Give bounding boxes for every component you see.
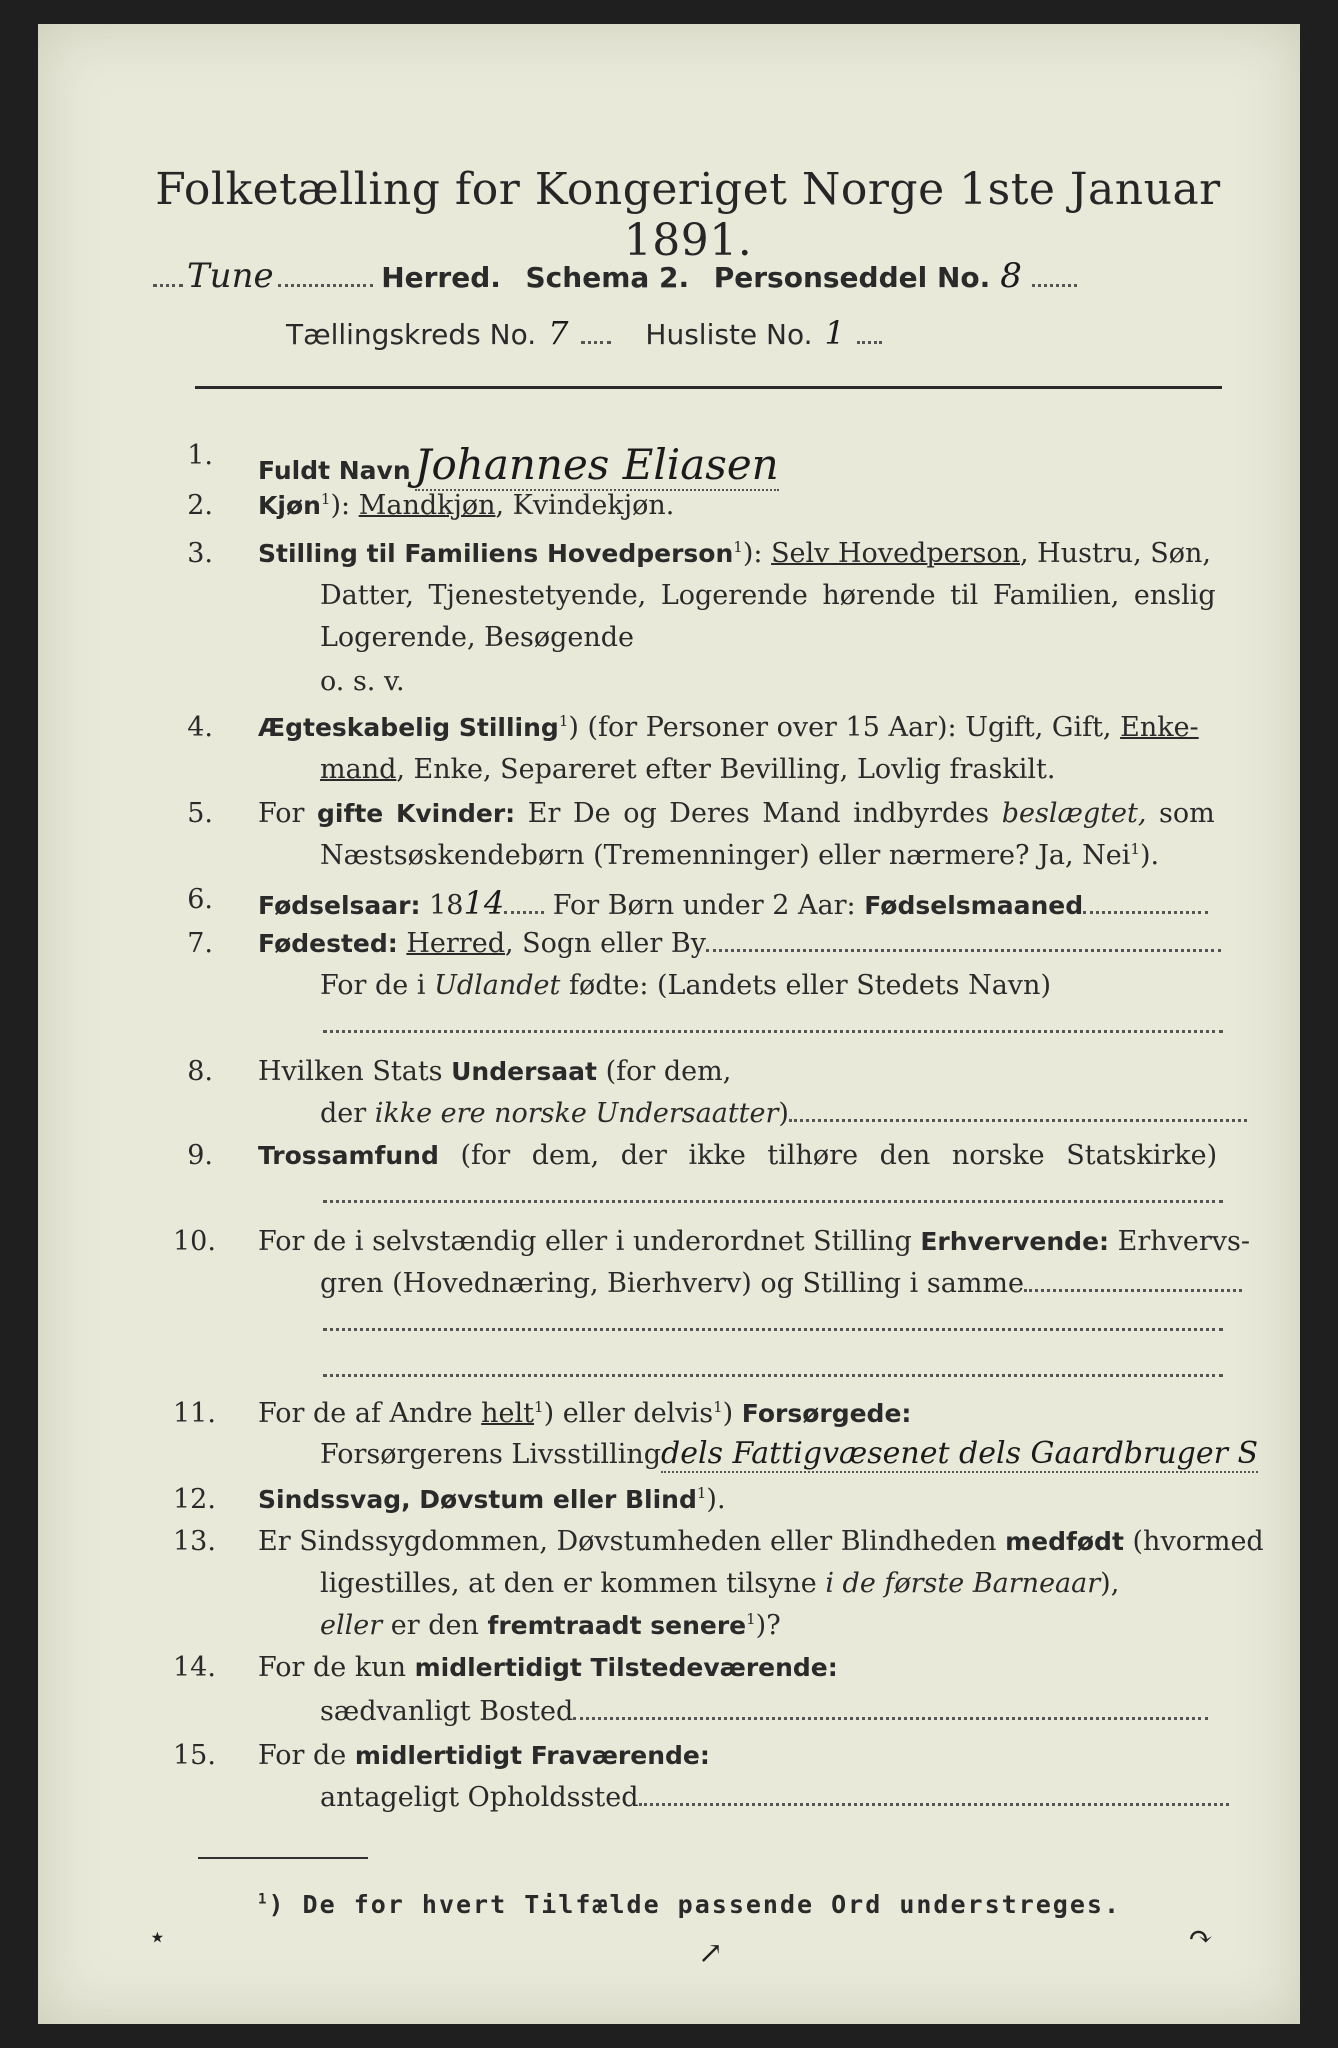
herred-value: Tune (187, 256, 274, 296)
item-11-line-2: Forsørgerens Livsstillingdels Fattigvæsenet dels Gaardbruger S (320, 1436, 1259, 1471)
supported-label: Forsørgede: (741, 1399, 912, 1428)
item-3-line-4: o. s. v. (320, 666, 405, 697)
item-13-line-2: ligestilles, at den er kommen tilsyne i de første Barneaar), (320, 1568, 1120, 1599)
provider-occupation-value: dels Fattigvæsenet dels Gaardbruger S (661, 1436, 1259, 1471)
item-3-line-2: Datter, Tjenestetyende, Logerende hørende til Familien, enslig (320, 580, 1216, 611)
header-rule (195, 386, 1222, 389)
form-title: Folketælling for Kongeriget Norge 1ste Januar 1891. (155, 164, 1221, 266)
herred-label: Herred. (381, 261, 501, 294)
item-7-answer-line (323, 1030, 1223, 1033)
sex-label: Kjøn (258, 491, 321, 520)
husliste-label: Husliste No. (645, 318, 813, 351)
birth-month-label: Fødselsmaaned (864, 891, 1084, 920)
sex-option-male: Mandkjøn (358, 490, 496, 521)
occupation-label: Erhvervende: (920, 1227, 1110, 1256)
full-name-value: Johannes Eliasen (414, 440, 779, 489)
disability-label: Sindssvag, Døvstum eller Blind (258, 1485, 697, 1514)
herred-line (153, 256, 1077, 296)
birthplace-label: Fødested: (258, 929, 398, 958)
item-4-line-2: mand, Enke, Separeret efter Bevilling, Lovlig fraskilt. (320, 754, 1056, 785)
full-name-label: Fuldt Navn (258, 456, 411, 485)
birth-year-value: 14 (463, 884, 505, 922)
item-14-line-2: sædvanligt Bosted (320, 1696, 1208, 1727)
support-option-fully: helt (481, 1398, 535, 1429)
personseddel-value: 8 (1000, 256, 1022, 296)
stray-mark-center: ↗ (698, 1936, 724, 1971)
item-8-line-2: der ikke ere norske Undersaatter) (320, 1098, 1247, 1129)
citizenship-label: Undersaat (451, 1057, 597, 1086)
item-7-line-2: For de i Udlandet fødte: (Landets eller Stedets Navn) (320, 970, 1051, 1001)
kreds-line (286, 314, 882, 352)
footnote-rule (198, 1857, 368, 1859)
item-9-answer-line (323, 1200, 1223, 1203)
stray-mark-left: ⋆ (148, 1920, 167, 1955)
position-label: Stilling til Familiens Hovedperson (258, 539, 734, 568)
kreds-value: 7 (548, 314, 569, 352)
stray-mark-right: ↷ (1188, 1920, 1214, 1955)
item-13-line-3: eller er den fremtraadt senere$^1$)? (320, 1610, 781, 1641)
item-10-answer-line-1 (323, 1328, 1223, 1331)
religion-label: Trossamfund (258, 1141, 439, 1170)
congenital-label: medfødt (1005, 1527, 1124, 1556)
item-10-answer-line-2 (323, 1374, 1223, 1377)
census-form-sheet: Folketælling for Kongeriget Norge 1ste Januar 1891. Tune Herred. Schema 2. Personseddel No. 8 Tællingskreds No. 7 Husliste No. 1 1. Fuldt NavnJohannes Eliasen 2. Kjøn$^1$): Mandkjøn, Kvindekjøn. 3. Stilling til Familiens Hovedperson$^1$): Selv Hovedperson, Hustru, Søn, Datter, Tjenestetyende, Logerende hørende til Familien, enslig Logerende, Besøgende o. s. v. 4. Ægteskabelig Stilling$^1$) (for Personer over 15 Aar): Ugift, Gift, Enke- mand, Enke, Separeret efter Bevilling, Lovlig fraskilt. 5. For gifte Kvinder: Er De og Deres Mand indbyrdes beslægtet, som Næstsøskendebørn (Tremenninger) eller nærmere? Ja, Nei$^1$). 6. Fødselsaar: 1814 For Børn under 2 Aar: Fødselsmaaned 7. Fødested: Herred, Sogn eller By For de i Udlandet fødte: (Landets eller Stedets Navn) 8. Hvilken Stats Undersaat (for dem, der ikke ere norske Undersaatter) 9. Trossamfund (for dem, der ikke tilhøre den norske Statskirke) 10. For de i selvstændig eller i underordnet Stilling Erhvervende: Erhvervs- gren (Hovednæring, Bierhverv) og Stilling i samme 11. For de af Andre helt$^1$) eller delvis$^1$) Forsørgede: Forsørgerens Livsstillingdels Fattigvæsenet dels Gaardbruger S 12. Sindssvag, Døvstum eller Blind$^1$). 13. Er Sindssygdommen, Døvstumheden eller Blindheden medfødt (hvormed ligestilles, at den er kommen tilsyne i de første Barneaar), eller er den fremtraadt senere$^1$)? 14. For de kun midlertidigt Tilstedeværende: sædvanligt Bosted 15. For de midlertidigt Fraværende: antageligt Opholdssted $^1$) De for hvert Tilfælde passende Ord understreges. ⋆ ↗ ↷ (38, 24, 1300, 2024)
schema-label: Schema 2. (525, 261, 690, 294)
husliste-value: 1 (824, 314, 845, 352)
position-option-head: Selv Hovedperson (771, 538, 1020, 569)
footnote: $^1$) De for hvert Tilfælde passende Ord understreges. (258, 1890, 1122, 1919)
personseddel-label: Personseddel No. (713, 261, 991, 294)
kreds-label: Tællingskreds No. (286, 318, 537, 351)
marital-option-widower-b: mand (320, 754, 397, 785)
married-women-label: gifte Kvinder: (317, 799, 516, 828)
item-10-line-2: gren (Hovednæring, Bierhverv) og Stilling i samme (320, 1268, 1242, 1299)
item-15-line-2: antageligt Opholdssted (320, 1782, 1229, 1813)
item-3-line-3: Logerende, Besøgende (320, 622, 634, 653)
marital-option-widower-a: Enke- (1120, 712, 1199, 743)
birth-year-label: Fødselsaar: (258, 891, 421, 920)
item-5-line-2: Næstsøskendebørn (Tremenninger) eller nærmere? Ja, Nei$^1$). (320, 840, 1160, 871)
temporary-present-label: midlertidigt Tilstedeværende: (414, 1653, 838, 1682)
birthplace-option-herred: Herred (406, 928, 505, 959)
sex-option-female: , Kvindekjøn. (495, 490, 675, 521)
temporary-absent-label: midlertidigt Fraværende: (354, 1741, 710, 1770)
marital-status-label: Ægteskabelig Stilling (258, 713, 559, 742)
